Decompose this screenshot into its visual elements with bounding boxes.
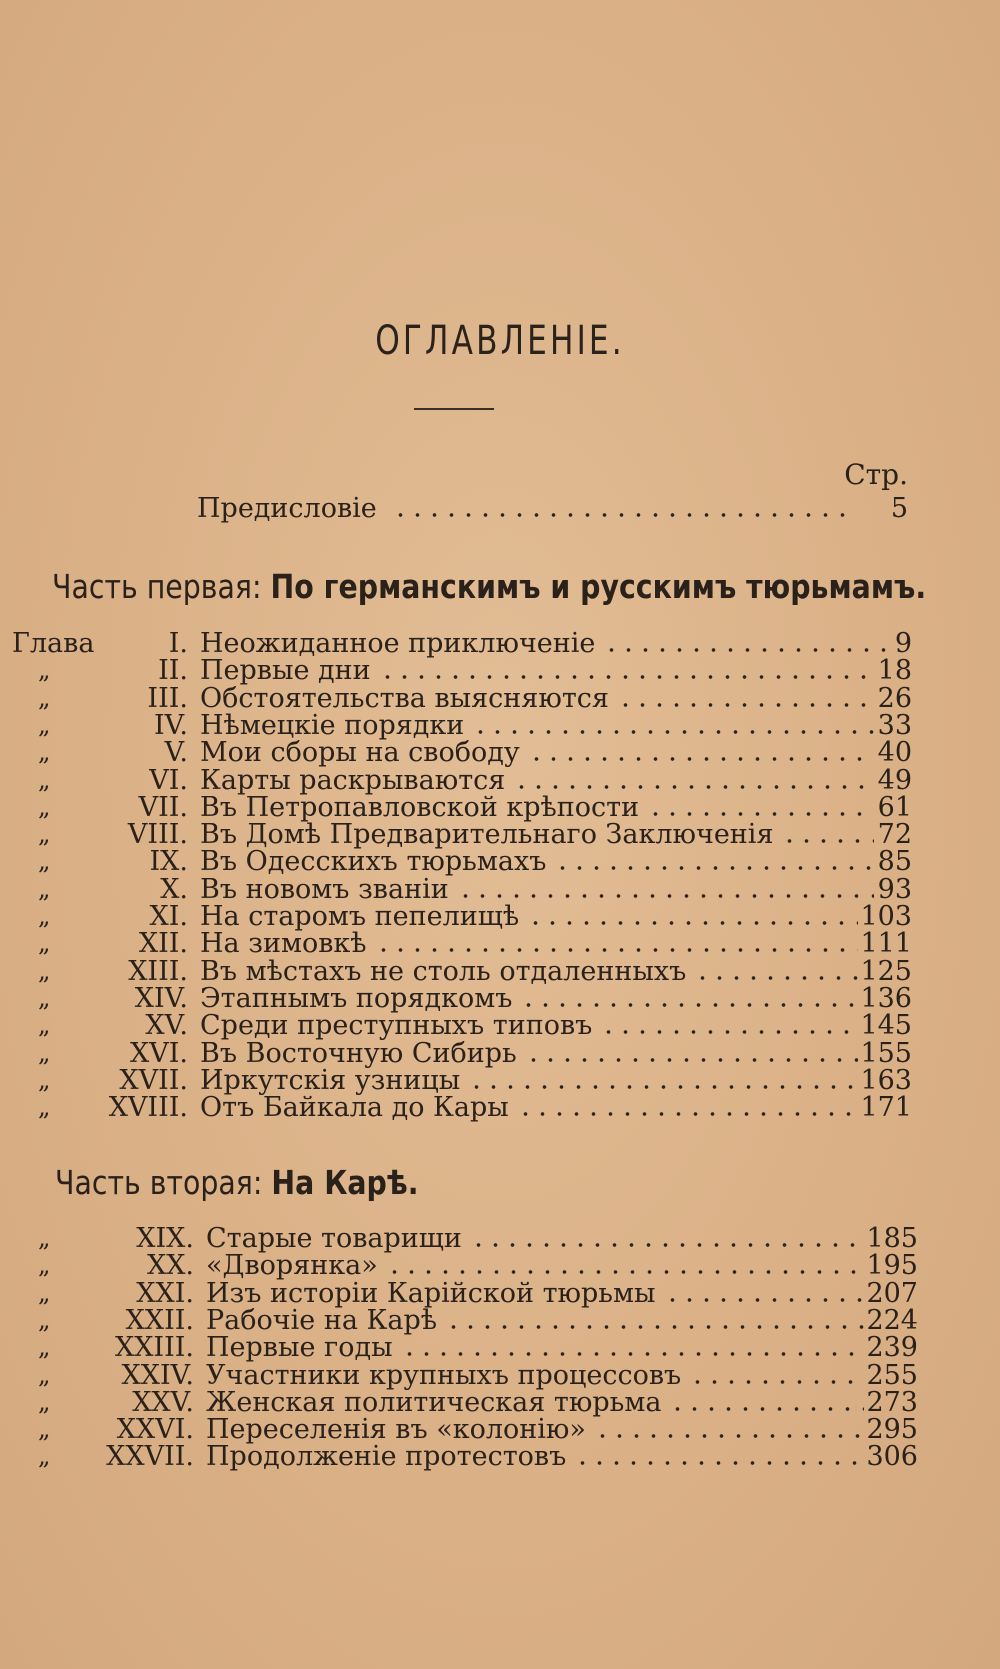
chapter-title: Иркутскiя узницы <box>200 1064 461 1096</box>
ditto-mark: „ <box>38 1011 51 1040</box>
chapter-page: 306 <box>866 1441 918 1473</box>
glava-label: Глава <box>12 628 95 659</box>
ditto-mark: „ <box>38 765 51 794</box>
chapter-number: XVII. <box>119 1064 188 1096</box>
leader-dots <box>554 866 874 870</box>
chapter-row <box>0 791 1000 823</box>
ditto-mark: „ <box>38 1251 51 1280</box>
ditto-mark: „ <box>38 1038 51 1067</box>
chapter-row <box>0 1064 1000 1096</box>
leader-dots <box>472 730 874 734</box>
chapter-title: Участники крупныхъ процессовъ <box>206 1359 682 1391</box>
part-one-name: По германскимъ и русскимъ тюрьмамъ. <box>270 567 927 606</box>
chapter-number: IX. <box>149 846 188 878</box>
leader-dots <box>694 976 858 980</box>
chapter-title: Обстоятельства выясняются <box>200 682 609 714</box>
chapter-row <box>0 1225 1000 1252</box>
leader-dots <box>689 1380 864 1384</box>
chapter-number: XIX. <box>136 1223 194 1254</box>
chapter-row <box>0 819 1000 851</box>
ditto-mark: „ <box>38 874 51 903</box>
chapter-number: XXIII. <box>114 1332 194 1364</box>
chapter-page: 255 <box>866 1359 918 1391</box>
chapter-row <box>0 903 1000 930</box>
leader-dots <box>781 839 874 843</box>
chapter-number: XX. <box>146 1250 194 1282</box>
chapter-row <box>0 709 1000 741</box>
chapter-number: XIV. <box>134 982 188 1014</box>
leader-dots <box>647 812 874 816</box>
chapter-title: Женская политическая тюрьма <box>206 1386 662 1418</box>
chapter-number: XV. <box>145 1010 188 1042</box>
chapter-row <box>0 1277 1000 1309</box>
chapter-title: Въ Домѣ Предварительнаго Заключенiя <box>200 819 774 851</box>
leader-dots <box>517 1112 858 1116</box>
chapter-row <box>0 982 1000 1014</box>
chapter-number: XI. <box>149 901 188 932</box>
chapter-row <box>0 764 1000 796</box>
chapter-title: На старомъ пепелищѣ <box>200 901 520 932</box>
chapter-number: XXV. <box>132 1386 194 1418</box>
part-two-heading <box>55 1163 419 1202</box>
leader-dots <box>594 1434 864 1438</box>
chapter-row <box>0 1010 1000 1042</box>
chapter-number: III. <box>147 682 188 714</box>
chapter-number: IV. <box>153 709 188 741</box>
chapter-title: Изъ исторiи Карiйской тюрьмы <box>206 1277 656 1309</box>
chapter-row <box>0 1332 1000 1364</box>
leader-dots <box>528 757 874 761</box>
chapter-number: XXI. <box>136 1277 194 1309</box>
leader-dots <box>669 1407 864 1411</box>
leader-dots <box>470 1243 864 1247</box>
chapter-title: Въ новомъ званiи <box>200 873 449 905</box>
chapter-row <box>0 955 1000 987</box>
chapter-row <box>0 1441 1000 1473</box>
leader-dots <box>603 648 890 652</box>
leader-dots <box>600 1030 858 1034</box>
chapter-page: 273 <box>866 1386 918 1418</box>
chapter-page: 33 <box>877 709 912 741</box>
chapter-title: Продолженiе протестовъ <box>206 1441 567 1473</box>
chapter-number: VI. <box>149 764 188 796</box>
chapter-title: На зимовкѣ <box>200 928 367 960</box>
chapter-page: 239 <box>866 1332 918 1364</box>
chapter-page: 136 <box>860 982 912 1014</box>
chapter-page: 49 <box>877 764 912 796</box>
chapter-row <box>0 1359 1000 1391</box>
chapter-row <box>0 1250 1000 1282</box>
preface-row <box>0 495 1000 522</box>
chapter-row <box>0 1414 1000 1446</box>
chapter-page: 40 <box>877 737 912 769</box>
ditto-mark: „ <box>38 983 51 1012</box>
page-column-label: Стр. <box>844 458 908 491</box>
ditto-mark: „ <box>38 792 51 821</box>
leader-dots <box>375 948 858 952</box>
chapter-title: Рабочiе на Карѣ <box>206 1304 438 1336</box>
ditto-mark: „ <box>38 1278 51 1307</box>
chapter-row <box>0 655 1000 687</box>
title-divider <box>414 408 494 410</box>
chapter-title: Неожиданное приключенiе <box>200 628 596 659</box>
chapter-number: II. <box>158 655 188 687</box>
chapter-row <box>0 1092 1000 1124</box>
preface-page: 5 <box>890 493 908 524</box>
chapter-number: XIII. <box>128 955 188 987</box>
chapter-title: Мои сборы на свободу <box>200 737 520 769</box>
ditto-mark: „ <box>38 1442 51 1471</box>
part-two-name: На Карѣ. <box>271 1163 419 1202</box>
leader-dots <box>513 785 874 789</box>
ditto-mark: „ <box>38 820 51 849</box>
chapter-title: Въ мѣстахъ не столь отдаленныхъ <box>200 955 687 987</box>
chapter-title: Старые товарищи <box>206 1223 462 1254</box>
chapter-title: Этапнымъ порядкомъ <box>200 982 513 1014</box>
chapter-title: Въ Петропавловской крѣпости <box>200 791 640 823</box>
chapter-row <box>0 1037 1000 1069</box>
chapter-page: 26 <box>877 682 912 714</box>
chapter-row <box>0 846 1000 878</box>
ditto-mark: „ <box>38 683 51 712</box>
chapter-number: XII. <box>138 928 188 960</box>
leader-dots <box>379 675 874 679</box>
chapter-page: 195 <box>866 1250 918 1282</box>
chapter-page: 155 <box>860 1037 912 1069</box>
ditto-mark: „ <box>38 1360 51 1389</box>
chapter-page: 111 <box>860 928 912 960</box>
chapter-row <box>0 928 1000 960</box>
ditto-mark: „ <box>38 710 51 739</box>
chapter-row <box>0 682 1000 714</box>
part-one-prefix: Часть первая: <box>52 567 262 606</box>
chapter-title: Нѣмецкiе порядки <box>200 709 465 741</box>
ditto-mark: „ <box>38 929 51 958</box>
leader-dots <box>445 1325 864 1329</box>
ditto-mark: „ <box>38 738 51 767</box>
ditto-mark: „ <box>38 956 51 985</box>
chapter-title: Переселенiя въ «колонiю» <box>206 1414 586 1446</box>
chapter-number: I. <box>168 628 188 659</box>
ditto-mark: „ <box>38 1387 51 1416</box>
chapter-title: Въ Одесскихъ тюрьмахъ <box>200 846 547 878</box>
chapter-row <box>0 873 1000 905</box>
chapter-number: XXII. <box>125 1304 194 1336</box>
ditto-mark: „ <box>38 1415 51 1444</box>
ditto-mark: „ <box>38 1333 51 1362</box>
chapter-title: Карты раскрываются <box>200 764 506 796</box>
chapter-page: 85 <box>877 846 912 878</box>
chapter-title: Первые дни <box>200 655 371 687</box>
chapter-page: 103 <box>860 901 912 932</box>
chapter-title: «Дворянка» <box>206 1250 378 1282</box>
leader-dots <box>457 894 874 898</box>
chapter-page: 224 <box>866 1304 918 1336</box>
chapter-page: 295 <box>866 1414 918 1446</box>
chapter-number: XVIII. <box>108 1092 188 1124</box>
chapter-page: 207 <box>866 1277 918 1309</box>
leader-dots <box>401 1352 864 1356</box>
chapter-page: 125 <box>860 955 912 987</box>
chapter-page: 163 <box>860 1064 912 1096</box>
chapter-title: Первые годы <box>206 1332 393 1364</box>
chapter-number: XXIV. <box>121 1359 194 1391</box>
chapter-page: 171 <box>860 1092 912 1124</box>
chapter-number: X. <box>160 873 188 905</box>
chapter-row <box>0 630 1000 657</box>
chapter-number: VIII. <box>127 819 188 851</box>
chapter-row <box>0 737 1000 769</box>
chapter-row <box>0 1386 1000 1418</box>
page-title: ОГЛАВЛЕНIЕ. <box>375 318 625 364</box>
ditto-mark: „ <box>38 1093 51 1122</box>
chapter-number: XXVII. <box>106 1441 194 1473</box>
chapter-title: Среди преступныхъ типовъ <box>200 1010 593 1042</box>
chapter-page: 145 <box>860 1010 912 1042</box>
ditto-mark: „ <box>38 847 51 876</box>
chapter-page: 185 <box>866 1223 918 1254</box>
ditto-mark: „ <box>38 1305 51 1334</box>
preface-label: Предисловiе <box>197 493 377 524</box>
ditto-mark: „ <box>38 902 51 930</box>
chapter-page: 18 <box>877 655 912 687</box>
chapter-number: XVI. <box>130 1037 188 1069</box>
chapter-page: 93 <box>877 873 912 905</box>
leader-dots <box>617 703 874 707</box>
part-two-prefix: Часть вторая: <box>55 1163 263 1202</box>
chapter-page: 72 <box>877 819 912 851</box>
part-one-heading <box>52 567 926 606</box>
ditto-mark: „ <box>38 1065 51 1094</box>
leader-dots <box>520 1003 858 1007</box>
chapter-page: 9 <box>894 628 912 659</box>
chapter-row <box>0 1304 1000 1336</box>
chapter-title: Отъ Байкала до Кары <box>200 1092 509 1124</box>
leader-dots <box>386 1270 864 1274</box>
chapter-number: V. <box>164 737 188 769</box>
chapter-number: XXVI. <box>116 1414 194 1446</box>
ditto-mark: „ <box>38 656 51 685</box>
ditto-mark: „ <box>38 1224 51 1252</box>
leader-dots <box>664 1298 865 1302</box>
leader-dots <box>574 1461 864 1465</box>
leader-dots <box>527 921 858 925</box>
leader-dots <box>525 1058 858 1062</box>
leader-dots <box>468 1085 858 1089</box>
chapter-page: 61 <box>877 791 912 823</box>
leader-dots <box>392 513 846 517</box>
chapter-number: VII. <box>138 791 188 823</box>
chapter-title: Въ Восточную Сибирь <box>200 1037 517 1069</box>
